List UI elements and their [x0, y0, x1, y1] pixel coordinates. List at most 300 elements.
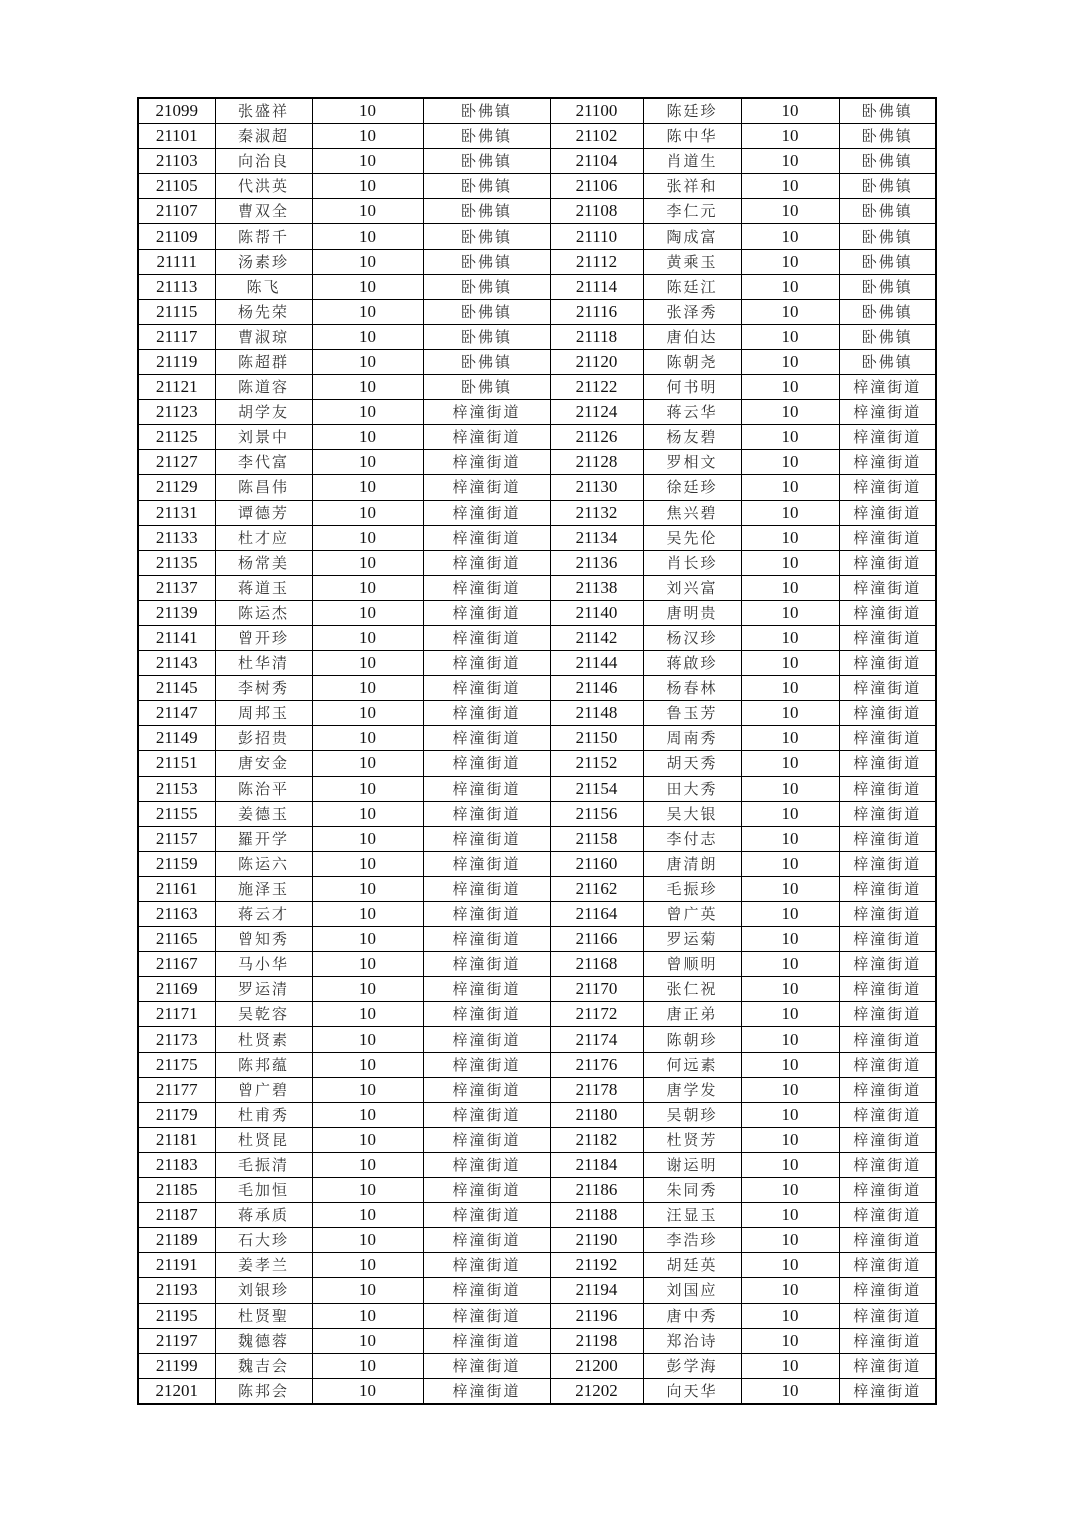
left-town-cell: 卧佛镇: [423, 274, 550, 299]
left-town-cell: 梓潼街道: [423, 776, 550, 801]
right-id-cell: 21138: [550, 575, 643, 600]
right-id-cell: 21198: [550, 1328, 643, 1353]
left-town-cell: 卧佛镇: [423, 375, 550, 400]
right-amount-cell: 10: [741, 349, 839, 374]
left-id-cell: 21115: [138, 299, 215, 324]
left-name-cell: 杨先荣: [215, 299, 312, 324]
table-row: [138, 124, 936, 149]
right-id-cell: 21200: [550, 1353, 643, 1378]
right-town-cell: 梓潼街道: [839, 475, 936, 500]
left-amount-cell: 10: [312, 1278, 423, 1303]
right-id-cell: 21192: [550, 1253, 643, 1278]
left-name-cell: 陈昌伟: [215, 475, 312, 500]
left-amount-cell: 10: [312, 425, 423, 450]
left-town-cell: 梓潼街道: [423, 927, 550, 952]
left-name-cell: 毛振清: [215, 1152, 312, 1177]
table-row: [138, 952, 936, 977]
left-amount-cell: 10: [312, 600, 423, 625]
left-amount-cell: 10: [312, 400, 423, 425]
right-town-cell: 梓潼街道: [839, 500, 936, 525]
table-row: [138, 851, 936, 876]
left-id-cell: 21181: [138, 1127, 215, 1152]
table-row: [138, 1353, 936, 1378]
left-amount-cell: 10: [312, 174, 423, 199]
right-name-cell: 肖道生: [643, 149, 741, 174]
right-town-cell: 梓潼街道: [839, 625, 936, 650]
right-id-cell: 21126: [550, 425, 643, 450]
right-id-cell: 21108: [550, 199, 643, 224]
left-id-cell: 21125: [138, 425, 215, 450]
left-name-cell: 陈邦蕴: [215, 1052, 312, 1077]
right-town-cell: 梓潼街道: [839, 1303, 936, 1328]
right-amount-cell: 10: [741, 324, 839, 349]
right-amount-cell: 10: [741, 224, 839, 249]
right-name-cell: 陈中华: [643, 124, 741, 149]
left-id-cell: 21193: [138, 1278, 215, 1303]
left-name-cell: 陈运六: [215, 851, 312, 876]
table-row: [138, 1178, 936, 1203]
left-id-cell: 21099: [138, 98, 215, 124]
right-town-cell: 梓潼街道: [839, 977, 936, 1002]
table-row: [138, 349, 936, 374]
right-amount-cell: 10: [741, 199, 839, 224]
right-id-cell: 21158: [550, 826, 643, 851]
right-amount-cell: 10: [741, 500, 839, 525]
recipient-table: [137, 97, 937, 1405]
left-amount-cell: 10: [312, 651, 423, 676]
right-name-cell: 陈廷珍: [643, 98, 741, 124]
left-name-cell: 曾开珍: [215, 625, 312, 650]
right-amount-cell: 10: [741, 299, 839, 324]
right-name-cell: 李仁元: [643, 199, 741, 224]
left-name-cell: 代洪英: [215, 174, 312, 199]
right-id-cell: 21150: [550, 726, 643, 751]
left-town-cell: 梓潼街道: [423, 1002, 550, 1027]
left-town-cell: 梓潼街道: [423, 1378, 550, 1404]
left-name-cell: 汤素珍: [215, 249, 312, 274]
left-name-cell: 刘景中: [215, 425, 312, 450]
left-name-cell: 石大珍: [215, 1228, 312, 1253]
right-id-cell: 21156: [550, 801, 643, 826]
left-amount-cell: 10: [312, 375, 423, 400]
right-name-cell: 刘国应: [643, 1278, 741, 1303]
right-town-cell: 梓潼街道: [839, 776, 936, 801]
right-id-cell: 21124: [550, 400, 643, 425]
left-town-cell: 卧佛镇: [423, 349, 550, 374]
right-amount-cell: 10: [741, 400, 839, 425]
left-town-cell: 梓潼街道: [423, 425, 550, 450]
right-town-cell: 梓潼街道: [839, 550, 936, 575]
table-row: [138, 977, 936, 1002]
left-town-cell: 卧佛镇: [423, 299, 550, 324]
left-amount-cell: 10: [312, 1378, 423, 1404]
right-amount-cell: 10: [741, 1303, 839, 1328]
right-town-cell: 梓潼街道: [839, 952, 936, 977]
left-town-cell: 梓潼街道: [423, 1278, 550, 1303]
table-row: [138, 149, 936, 174]
right-amount-cell: 10: [741, 550, 839, 575]
left-id-cell: 21135: [138, 550, 215, 575]
left-id-cell: 21165: [138, 927, 215, 952]
left-amount-cell: 10: [312, 801, 423, 826]
right-id-cell: 21140: [550, 600, 643, 625]
right-amount-cell: 10: [741, 701, 839, 726]
right-amount-cell: 10: [741, 977, 839, 1002]
right-amount-cell: 10: [741, 600, 839, 625]
left-id-cell: 21109: [138, 224, 215, 249]
right-name-cell: 胡廷英: [643, 1253, 741, 1278]
right-id-cell: 21196: [550, 1303, 643, 1328]
right-amount-cell: 10: [741, 425, 839, 450]
left-amount-cell: 10: [312, 751, 423, 776]
table-row: [138, 1253, 936, 1278]
left-amount-cell: 10: [312, 450, 423, 475]
right-town-cell: 梓潼街道: [839, 1278, 936, 1303]
left-town-cell: 梓潼街道: [423, 600, 550, 625]
left-town-cell: 卧佛镇: [423, 249, 550, 274]
right-town-cell: 梓潼街道: [839, 1102, 936, 1127]
left-town-cell: 梓潼街道: [423, 1303, 550, 1328]
table-row: [138, 224, 936, 249]
right-name-cell: 徐廷珍: [643, 475, 741, 500]
left-town-cell: 梓潼街道: [423, 1203, 550, 1228]
left-name-cell: 陈飞: [215, 274, 312, 299]
left-name-cell: 周邦玉: [215, 701, 312, 726]
right-name-cell: 吴先伦: [643, 525, 741, 550]
right-town-cell: 梓潼街道: [839, 651, 936, 676]
right-amount-cell: 10: [741, 1127, 839, 1152]
right-town-cell: 梓潼街道: [839, 1052, 936, 1077]
right-id-cell: 21162: [550, 876, 643, 901]
right-name-cell: 吴朝珍: [643, 1102, 741, 1127]
right-id-cell: 21168: [550, 952, 643, 977]
right-name-cell: 何书明: [643, 375, 741, 400]
table-row: [138, 98, 936, 124]
right-name-cell: 陶成富: [643, 224, 741, 249]
right-amount-cell: 10: [741, 651, 839, 676]
left-amount-cell: 10: [312, 927, 423, 952]
left-id-cell: 21173: [138, 1027, 215, 1052]
left-town-cell: 梓潼街道: [423, 826, 550, 851]
right-id-cell: 21170: [550, 977, 643, 1002]
right-name-cell: 杨友碧: [643, 425, 741, 450]
left-amount-cell: 10: [312, 249, 423, 274]
left-name-cell: 吴乾容: [215, 1002, 312, 1027]
right-name-cell: 朱同秀: [643, 1178, 741, 1203]
right-town-cell: 卧佛镇: [839, 149, 936, 174]
left-town-cell: 卧佛镇: [423, 224, 550, 249]
right-amount-cell: 10: [741, 1378, 839, 1404]
left-amount-cell: 10: [312, 977, 423, 1002]
left-town-cell: 梓潼街道: [423, 400, 550, 425]
left-id-cell: 21123: [138, 400, 215, 425]
left-id-cell: 21179: [138, 1102, 215, 1127]
left-amount-cell: 10: [312, 1253, 423, 1278]
left-name-cell: 杜才应: [215, 525, 312, 550]
left-amount-cell: 10: [312, 349, 423, 374]
left-amount-cell: 10: [312, 1303, 423, 1328]
right-town-cell: 卧佛镇: [839, 174, 936, 199]
left-amount-cell: 10: [312, 224, 423, 249]
left-id-cell: 21151: [138, 751, 215, 776]
left-id-cell: 21191: [138, 1253, 215, 1278]
left-name-cell: 曾广碧: [215, 1077, 312, 1102]
right-amount-cell: 10: [741, 1152, 839, 1177]
right-amount-cell: 10: [741, 249, 839, 274]
table-row: [138, 676, 936, 701]
table-row: [138, 1328, 936, 1353]
left-amount-cell: 10: [312, 625, 423, 650]
right-name-cell: 罗运菊: [643, 927, 741, 952]
left-name-cell: 杜贤昆: [215, 1127, 312, 1152]
right-town-cell: 梓潼街道: [839, 876, 936, 901]
right-amount-cell: 10: [741, 751, 839, 776]
left-name-cell: 陈治平: [215, 776, 312, 801]
left-town-cell: 卧佛镇: [423, 199, 550, 224]
left-amount-cell: 10: [312, 1127, 423, 1152]
right-amount-cell: 10: [741, 174, 839, 199]
left-town-cell: 卧佛镇: [423, 124, 550, 149]
left-name-cell: 李树秀: [215, 676, 312, 701]
left-amount-cell: 10: [312, 1052, 423, 1077]
left-id-cell: 21187: [138, 1203, 215, 1228]
left-id-cell: 21107: [138, 199, 215, 224]
left-id-cell: 21197: [138, 1328, 215, 1353]
left-id-cell: 21117: [138, 324, 215, 349]
right-town-cell: 梓潼街道: [839, 425, 936, 450]
left-amount-cell: 10: [312, 1077, 423, 1102]
right-town-cell: 梓潼街道: [839, 450, 936, 475]
left-id-cell: 21149: [138, 726, 215, 751]
right-amount-cell: 10: [741, 274, 839, 299]
left-town-cell: 梓潼街道: [423, 1328, 550, 1353]
right-id-cell: 21190: [550, 1228, 643, 1253]
left-town-cell: 梓潼街道: [423, 1178, 550, 1203]
right-town-cell: 卧佛镇: [839, 274, 936, 299]
right-id-cell: 21144: [550, 651, 643, 676]
right-town-cell: 梓潼街道: [839, 1127, 936, 1152]
right-id-cell: 21194: [550, 1278, 643, 1303]
right-town-cell: 梓潼街道: [839, 1002, 936, 1027]
left-id-cell: 21163: [138, 902, 215, 927]
left-id-cell: 21139: [138, 600, 215, 625]
left-town-cell: 梓潼街道: [423, 1052, 550, 1077]
left-town-cell: 梓潼街道: [423, 1127, 550, 1152]
left-town-cell: 梓潼街道: [423, 726, 550, 751]
right-town-cell: 卧佛镇: [839, 98, 936, 124]
right-id-cell: 21130: [550, 475, 643, 500]
table-row: [138, 826, 936, 851]
left-id-cell: 21199: [138, 1353, 215, 1378]
right-amount-cell: 10: [741, 450, 839, 475]
left-town-cell: 梓潼街道: [423, 651, 550, 676]
left-name-cell: 姜德玉: [215, 801, 312, 826]
left-amount-cell: 10: [312, 299, 423, 324]
table-row: [138, 876, 936, 901]
left-name-cell: 施泽玉: [215, 876, 312, 901]
right-town-cell: 梓潼街道: [839, 600, 936, 625]
right-amount-cell: 10: [741, 902, 839, 927]
left-id-cell: 21137: [138, 575, 215, 600]
left-amount-cell: 10: [312, 1353, 423, 1378]
right-name-cell: 蒋啟珍: [643, 651, 741, 676]
left-amount-cell: 10: [312, 1102, 423, 1127]
right-name-cell: 陈朝珍: [643, 1027, 741, 1052]
right-name-cell: 唐学发: [643, 1077, 741, 1102]
right-id-cell: 21148: [550, 701, 643, 726]
left-id-cell: 21185: [138, 1178, 215, 1203]
left-name-cell: 杨常美: [215, 550, 312, 575]
left-id-cell: 21183: [138, 1152, 215, 1177]
left-town-cell: 梓潼街道: [423, 1353, 550, 1378]
left-town-cell: 卧佛镇: [423, 149, 550, 174]
right-town-cell: 卧佛镇: [839, 124, 936, 149]
right-id-cell: 21174: [550, 1027, 643, 1052]
left-name-cell: 陈道容: [215, 375, 312, 400]
right-name-cell: 唐伯达: [643, 324, 741, 349]
table-row: [138, 1228, 936, 1253]
left-town-cell: 梓潼街道: [423, 876, 550, 901]
left-town-cell: 梓潼街道: [423, 475, 550, 500]
right-amount-cell: 10: [741, 1253, 839, 1278]
left-amount-cell: 10: [312, 500, 423, 525]
right-town-cell: 梓潼街道: [839, 525, 936, 550]
left-id-cell: 21167: [138, 952, 215, 977]
left-name-cell: 毛加恒: [215, 1178, 312, 1203]
table-row: [138, 575, 936, 600]
left-town-cell: 卧佛镇: [423, 174, 550, 199]
right-name-cell: 唐明贵: [643, 600, 741, 625]
table-row: [138, 1027, 936, 1052]
table-row: [138, 1278, 936, 1303]
left-town-cell: 梓潼街道: [423, 1077, 550, 1102]
left-name-cell: 唐安金: [215, 751, 312, 776]
left-amount-cell: 10: [312, 1203, 423, 1228]
right-amount-cell: 10: [741, 1002, 839, 1027]
right-name-cell: 吴大银: [643, 801, 741, 826]
right-amount-cell: 10: [741, 1102, 839, 1127]
left-id-cell: 21175: [138, 1052, 215, 1077]
right-name-cell: 蒋云华: [643, 400, 741, 425]
right-town-cell: 梓潼街道: [839, 1253, 936, 1278]
right-id-cell: 21104: [550, 149, 643, 174]
left-name-cell: 蒋承质: [215, 1203, 312, 1228]
left-id-cell: 21153: [138, 776, 215, 801]
right-id-cell: 21134: [550, 525, 643, 550]
left-town-cell: 梓潼街道: [423, 1253, 550, 1278]
left-amount-cell: 10: [312, 851, 423, 876]
left-town-cell: 梓潼街道: [423, 450, 550, 475]
right-town-cell: 梓潼街道: [839, 902, 936, 927]
right-amount-cell: 10: [741, 375, 839, 400]
left-id-cell: 21169: [138, 977, 215, 1002]
left-name-cell: 魏吉会: [215, 1353, 312, 1378]
left-name-cell: 陈超群: [215, 349, 312, 374]
right-town-cell: 卧佛镇: [839, 349, 936, 374]
table-row: [138, 776, 936, 801]
table-row: [138, 525, 936, 550]
right-name-cell: 焦兴碧: [643, 500, 741, 525]
table-row: [138, 475, 936, 500]
right-town-cell: 梓潼街道: [839, 826, 936, 851]
left-amount-cell: 10: [312, 1228, 423, 1253]
right-name-cell: 周南秀: [643, 726, 741, 751]
right-name-cell: 李付志: [643, 826, 741, 851]
right-name-cell: 肖长珍: [643, 550, 741, 575]
left-id-cell: 21157: [138, 826, 215, 851]
right-name-cell: 张仁祝: [643, 977, 741, 1002]
left-town-cell: 梓潼街道: [423, 977, 550, 1002]
table-row: [138, 902, 936, 927]
left-name-cell: 罗运清: [215, 977, 312, 1002]
table-row: [138, 375, 936, 400]
left-id-cell: 21161: [138, 876, 215, 901]
left-name-cell: 胡学友: [215, 400, 312, 425]
table-row: [138, 500, 936, 525]
right-amount-cell: 10: [741, 927, 839, 952]
right-town-cell: 梓潼街道: [839, 801, 936, 826]
left-amount-cell: 10: [312, 98, 423, 124]
table-row: [138, 726, 936, 751]
left-town-cell: 梓潼街道: [423, 625, 550, 650]
left-town-cell: 梓潼街道: [423, 701, 550, 726]
left-amount-cell: 10: [312, 726, 423, 751]
right-amount-cell: 10: [741, 124, 839, 149]
right-amount-cell: 10: [741, 1353, 839, 1378]
table-row: [138, 701, 936, 726]
right-id-cell: 21180: [550, 1102, 643, 1127]
right-name-cell: 曾广英: [643, 902, 741, 927]
left-town-cell: 梓潼街道: [423, 801, 550, 826]
right-amount-cell: 10: [741, 851, 839, 876]
left-amount-cell: 10: [312, 902, 423, 927]
table-row: [138, 450, 936, 475]
table-row: [138, 299, 936, 324]
left-town-cell: 梓潼街道: [423, 525, 550, 550]
right-town-cell: 梓潼街道: [839, 851, 936, 876]
table-row: [138, 751, 936, 776]
right-amount-cell: 10: [741, 801, 839, 826]
table-row: [138, 1203, 936, 1228]
left-name-cell: 马小华: [215, 952, 312, 977]
left-name-cell: 蒋道玉: [215, 575, 312, 600]
left-amount-cell: 10: [312, 550, 423, 575]
left-id-cell: 21103: [138, 149, 215, 174]
right-town-cell: 梓潼街道: [839, 1152, 936, 1177]
right-id-cell: 21166: [550, 927, 643, 952]
right-amount-cell: 10: [741, 475, 839, 500]
right-id-cell: 21142: [550, 625, 643, 650]
left-id-cell: 21101: [138, 124, 215, 149]
left-name-cell: 杜贤聖: [215, 1303, 312, 1328]
left-name-cell: 秦淑超: [215, 124, 312, 149]
right-town-cell: 梓潼街道: [839, 927, 936, 952]
table-row: [138, 651, 936, 676]
right-id-cell: 21136: [550, 550, 643, 575]
right-name-cell: 黄乘玉: [643, 249, 741, 274]
table-row: [138, 1152, 936, 1177]
right-id-cell: 21146: [550, 676, 643, 701]
right-name-cell: 唐中秀: [643, 1303, 741, 1328]
table-row: [138, 1378, 936, 1404]
right-amount-cell: 10: [741, 826, 839, 851]
left-amount-cell: 10: [312, 475, 423, 500]
right-town-cell: 卧佛镇: [839, 299, 936, 324]
left-name-cell: 魏德蓉: [215, 1328, 312, 1353]
table-row: [138, 600, 936, 625]
left-name-cell: 曹双全: [215, 199, 312, 224]
right-amount-cell: 10: [741, 98, 839, 124]
